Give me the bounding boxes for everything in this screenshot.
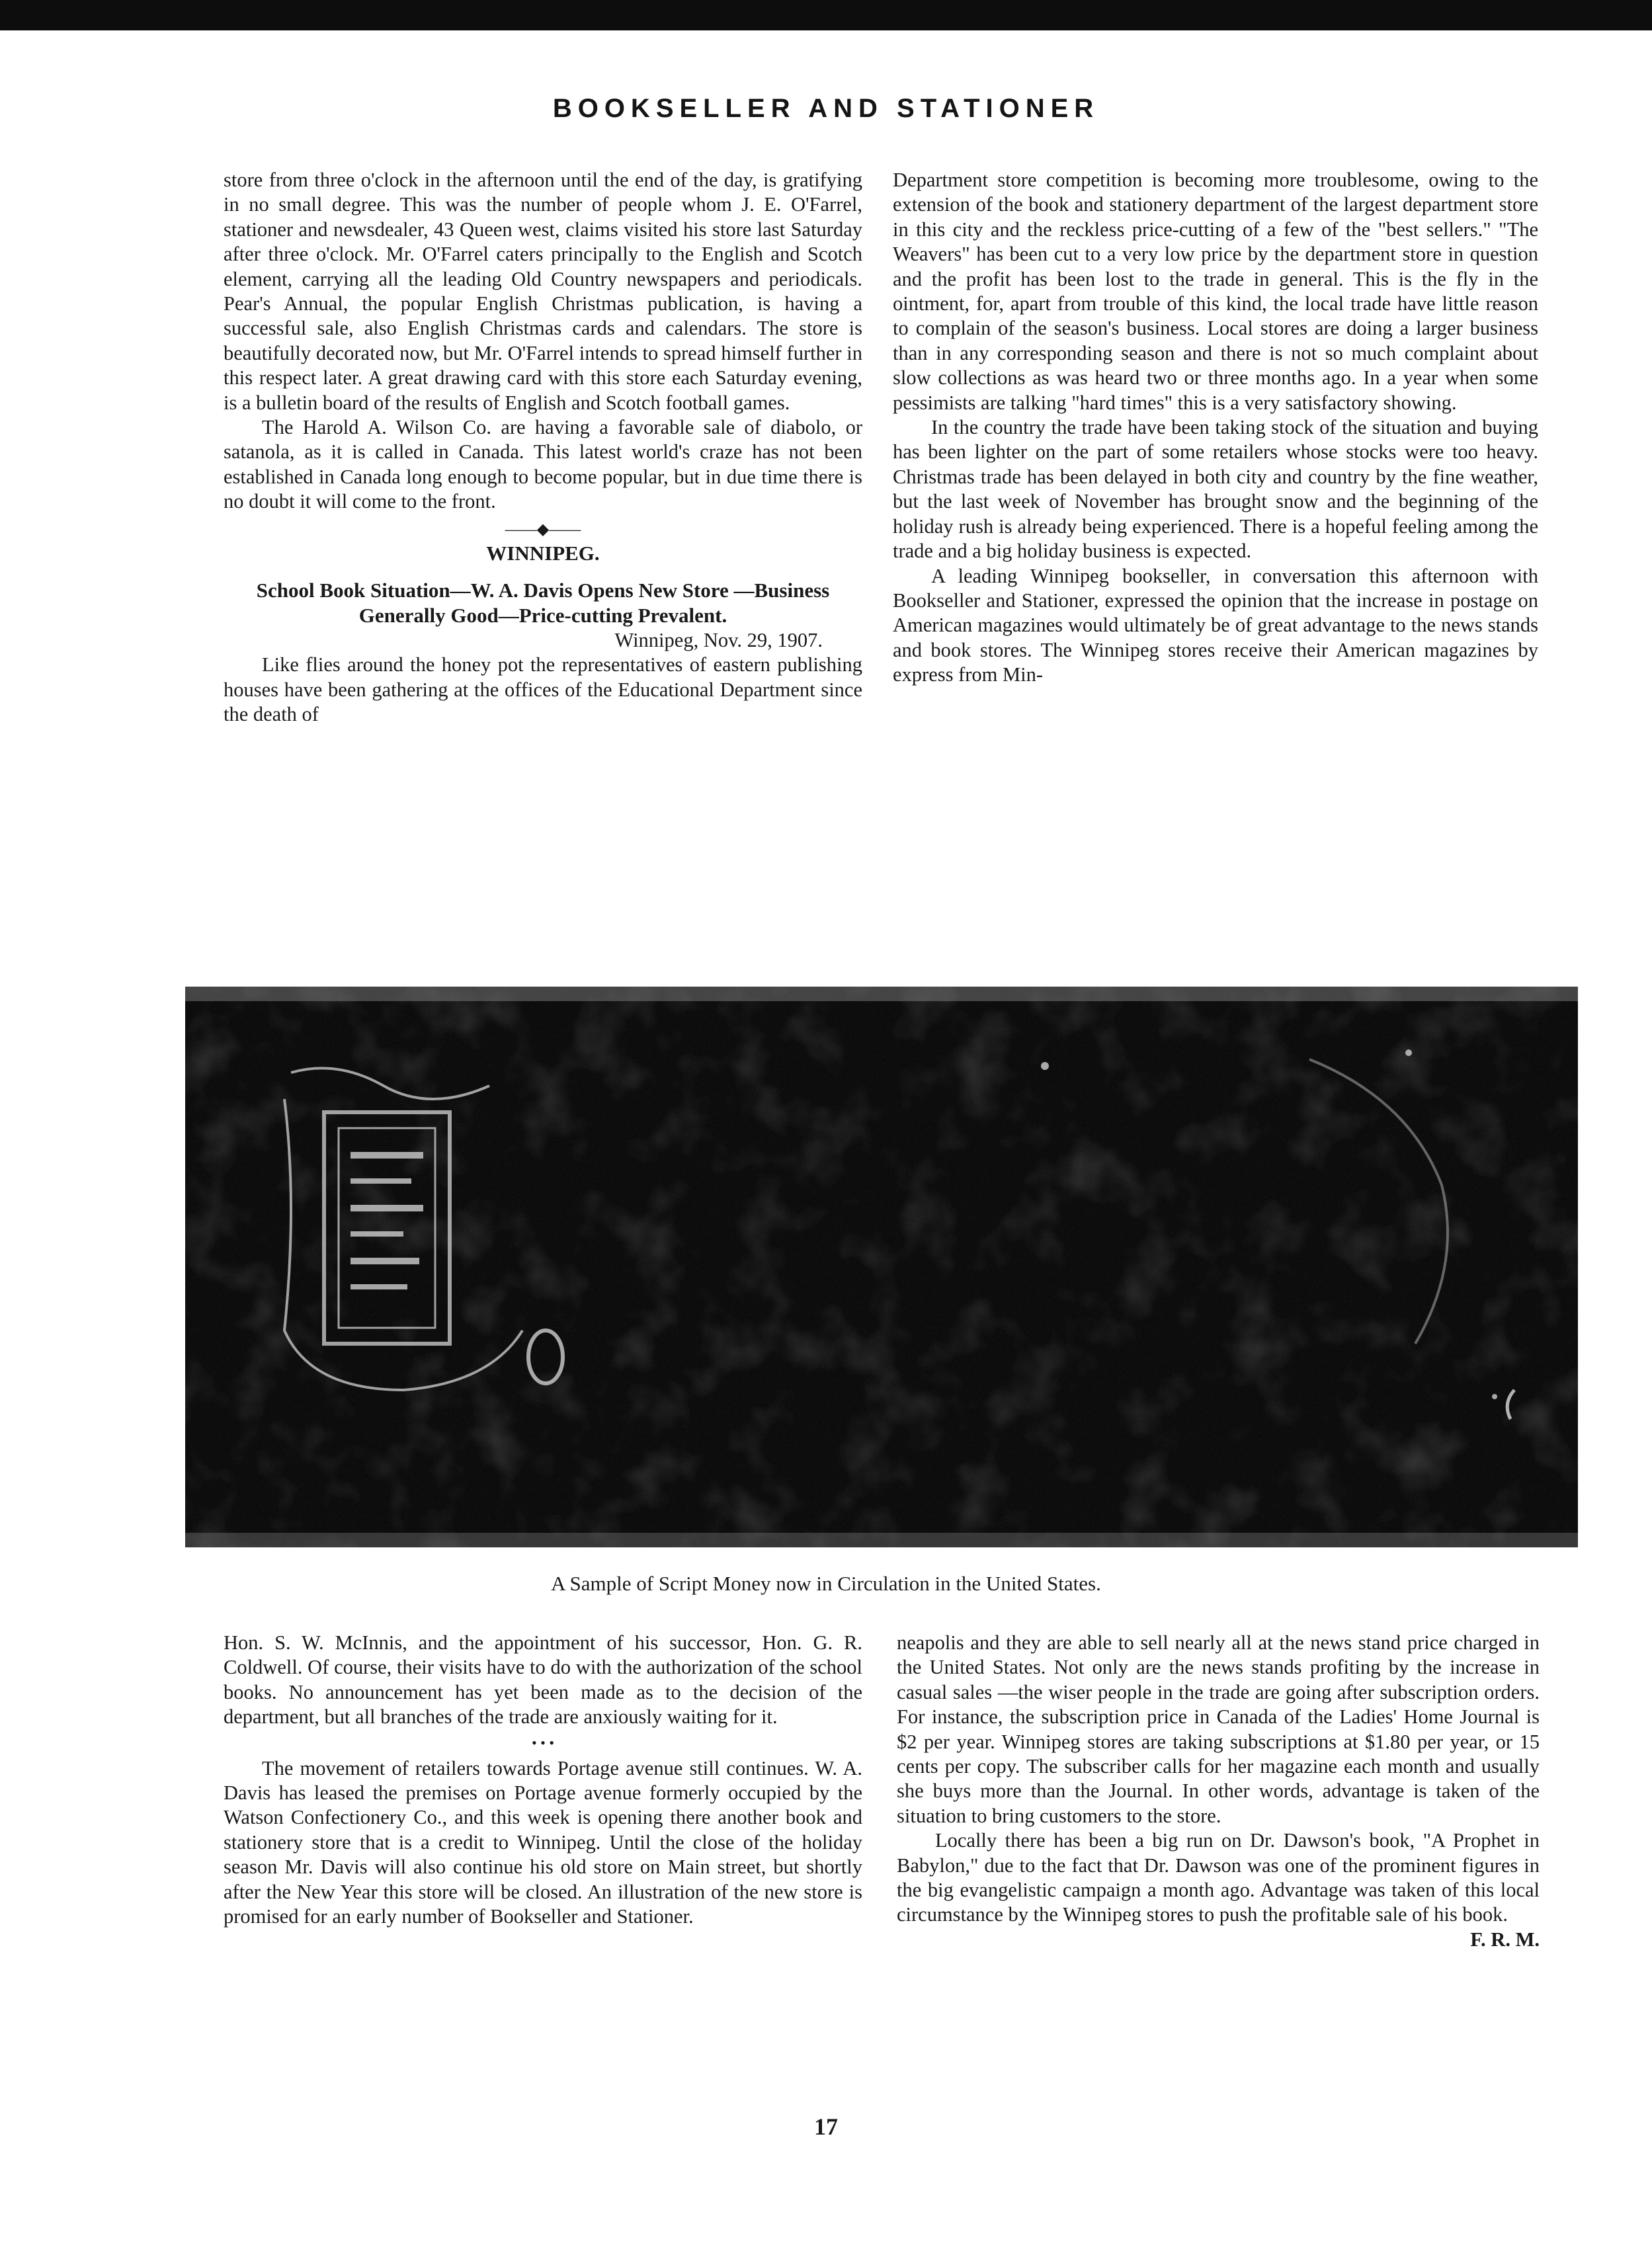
dateline: Winnipeg, Nov. 29, 1907. xyxy=(614,628,823,651)
figure-caption: A Sample of Script Money now in Circulation in the United States. xyxy=(551,1572,1101,1595)
section-ornament: ——◆—— xyxy=(505,520,581,538)
paragraph: Hon. S. W. McInnis, and the appointment of his successor, Hon. G. R. Coldwell. Of course, their visits have to do with the authorization of the school books. No announcement has yet been made as to the decision of the department, but all branches of the trade are anxiously waiting for it. xyxy=(224,1631,862,1729)
section-heading-winnipeg: WINNIPEG. xyxy=(486,541,600,565)
column-right-upper xyxy=(893,168,1538,688)
paragraph-text: Locally there has been a big run on Dr. Dawson's book, "A Prophet in Babylon," due to the fact that Dr. Dawson was one of the prominent figures in the big evangelistic campaign a month ago. Advantage was taken of this local circumstance by the Winnipeg stores to push the profitable sale of his book. xyxy=(897,1829,1540,1926)
running-head: BOOKSELLER AND STATIONER xyxy=(552,94,1100,123)
top-border-rule xyxy=(0,0,1652,30)
paragraph: Like flies around the honey pot the representatives of eastern publishing houses have been gathering at the offices of the Educational Department since the death of xyxy=(224,653,862,725)
column-left-lower xyxy=(224,1631,862,1929)
paragraph: A leading Winnipeg bookseller, in conversation this afternoon with Bookseller and Stationer, expressed the opinion that the increase in postage on American magazines would ultimately be of great advantage to the news stands and book stores. The Winnipeg stores receive their American magazines by express from Min- xyxy=(893,564,1538,686)
paragraph: The movement of retailers towards Portage avenue still continues. W. A. Davis has leased the premises on Portage avenue formerly occupied by the Watson Confectionery Co., and this week is opening there another book and stationery store that is a credit to Winnipeg. Until the close of the holiday season Mr. Davis will also continue his old store on Main street, but shortly after the New Year this store will be closed. An illustration of the new store is promised for an early number of Bookseller and Stationer. xyxy=(224,1756,862,1928)
article-subheading: School Book Situation—W. A. Davis Opens New Store —Business Generally Good—Price-cutting Prevalent. xyxy=(256,578,830,627)
column-right-lower xyxy=(897,1631,1540,1952)
paragraph: The Harold A. Wilson Co. are having a favorable sale of diabolo, or satanola, as it is called in Canada. This latest world's craze has not been established in Canada long enough to become popular, but in due time there is no doubt it will come to the front. xyxy=(224,416,862,513)
script-money-image xyxy=(185,987,1578,1547)
page-number: 17 xyxy=(814,2113,838,2140)
script-money-photograph xyxy=(185,987,1578,1547)
paragraph: In the country the trade have been taking stock of the situation and buying has been lighter on the part of some retailers whose stocks were too heavy. Christmas trade has been delayed in both city and country by the fine weather, but the last week of November has brought snow and the beginning of the holiday rush is already being experienced. There is a hopeful feeling among the trade and a big holiday business is expected. xyxy=(893,416,1538,563)
section-separator: • • • xyxy=(531,1734,555,1751)
paragraph xyxy=(897,1828,1540,1951)
paragraph: store from three o'clock in the afternoon until the end of the day, is gratifying in no small degree. This was the number of people whom J. E. O'Farrel, stationer and newsdealer, 43 Queen west, claims visited his store last Saturday after three o'clock. Mr. O'Farrel caters principally to the English and Scotch element, carrying all the leading Old Country newspapers and periodicals. Pear's Annual, the popular English Christmas publication, is having a successful sale, also English Christmas cards and calendars. The store is beautifully decorated now, but Mr. O'Farrel intends to spread himself further in this respect later. A great drawing card with this store each Saturday evening, is a bulletin board of the results of English and Scotch football games. xyxy=(224,169,862,414)
column-left-upper xyxy=(224,168,862,727)
author-signature: F. R. M. xyxy=(1470,1928,1540,1951)
paragraph: neapolis and they are able to sell nearly all at the news stand price charged in the United States. Not only are the news stands profiting by the increase in casual sales —the wiser people in the trade are going after subscription orders. For instance, the subscription price in Canada of the Ladies' Home Journal is $2 per year. Winnipeg stores are taking subscriptions at $1.80 per year, or 15 cents per copy. The subscriber calls for her magazine each month and usually she buys more than the Journal. In other words, advantage is taken of the situation to bring customers to the store. xyxy=(897,1631,1540,1827)
paragraph: Department store competition is becoming more troublesome, owing to the extension of the book and stationery department of the largest department store in this city and the reckless price-cutting of a few of the "best sellers." "The Weavers" has been cut to a very low price by the department store in question and the profit has been lost to the trade in general. This is the fly in the ointment, for, apart from trouble of this kind, the local trade have little reason to complain of the season's business. Local stores are doing a larger business than in any corresponding season and there is not so much complaint about slow collections as was heard two or three months ago. In a year when some pessimists are talking "hard times" this is a very satisfactory showing. xyxy=(893,169,1538,414)
